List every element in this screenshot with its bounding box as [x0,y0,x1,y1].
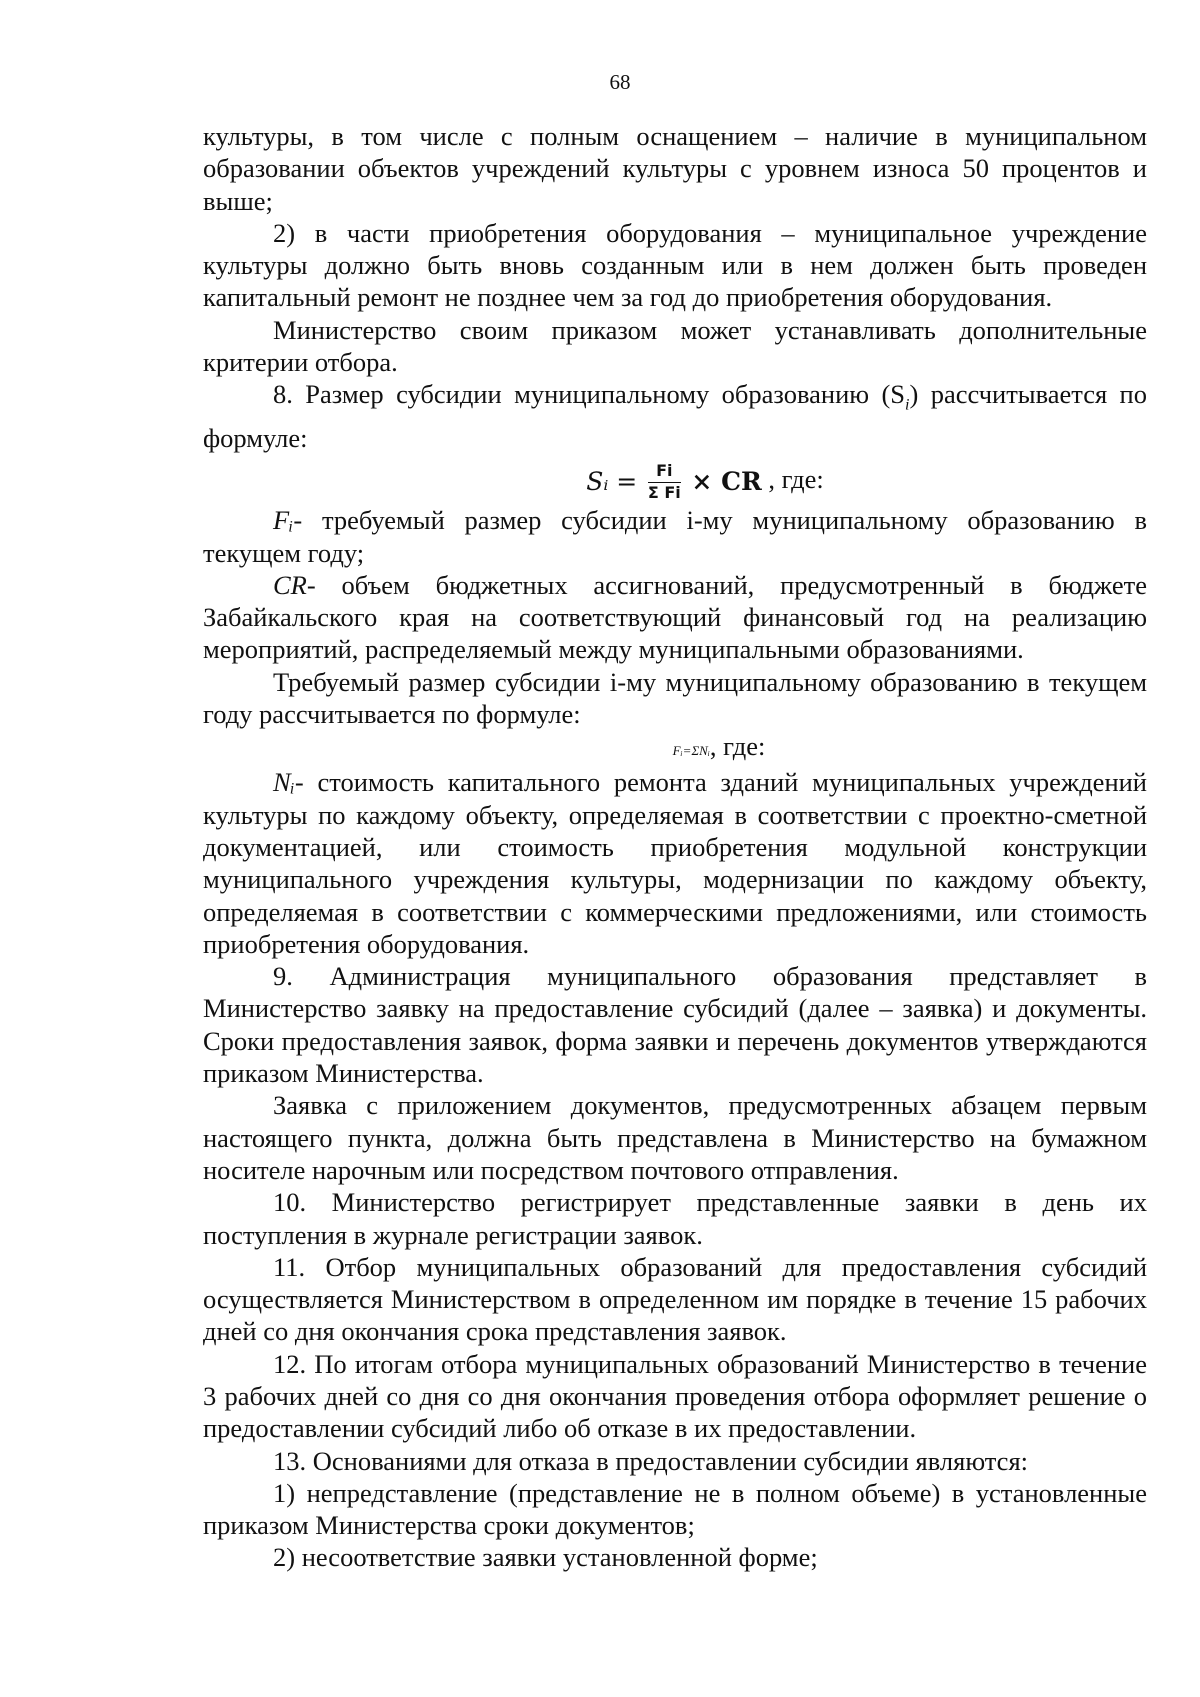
definition-text: - стоимость капитального ремонта зданий муниципальных учреждений культуры по каждому объекту, определяемая в соответствии с проектно-сметной документацией, или стоимость приобретения модульной конструкции муниципального учреждения культуры, модернизации по каждому объекту, определяемая в соответствии с коммерческими предложениями, или стоимость приобретения оборудования. [203,767,1147,959]
formula-tail: , где: [709,731,766,762]
paragraph-subsidy-size [203,378,1147,454]
fraction-numerator: Fi [648,461,681,483]
paragraph: 9. Администрация муниципального образования представляет в Министерство заявку на предоставление субсидий (далее – заявка) и документы. Сроки предоставления заявок, форма заявки и перечень документов утверждаются приказом Министерства. [203,961,1147,1089]
paragraph: 12. По итогам отбора муниципальных образований Министерство в течение 3 рабочих дней со дня со дня окончания проведения отбора оформляет решение о предоставлении субсидий либо об отказе в их предоставлении. [203,1348,1147,1444]
formula-expression: Fᵢ=ΣNᵢ [672,743,710,759]
formula-subsidy [233,454,1177,504]
definition-ni [203,766,1147,960]
fraction-denominator: Σ Fi [647,483,681,503]
symbol-fi: Fᵢ [273,505,294,536]
definition-text: - объем бюджетных ассигнований, предусмотренный в бюджете Забайкальского края на соответствующий финансовый год на реализацию мероприятий, распределяемый между муниципальными образованиями. [203,569,1147,665]
paragraph: Министерство своим приказом может устанавливать дополнительные критерии отбора. [203,314,1147,378]
paragraph: 10. Министерство регистрирует представленные заявки в день их поступления в журнале регистрации заявок. [203,1187,1147,1250]
paragraph: Заявка с приложением документов, предусмотренных абзацем первым настоящего пункта, должна быть представлена в Министерство на бумажном носителе нарочным или посредством почтового отправления. [203,1090,1147,1185]
symbol-cr: CR [273,569,307,600]
formula-fraction [648,461,681,503]
text-segment: 8. Размер субсидии муниципальному образованию (S [273,379,906,410]
subscript: i [905,396,910,414]
text-segment: ) рассчитывается по формуле: [203,379,1147,453]
formula-rhs: × CR [691,467,762,497]
paragraph: 13. Основаниями для отказа в предоставлении субсидии являются: [273,1445,1028,1476]
definition-text: - требуемый размер субсидии i-му муниципальному образованию в текущем году; [203,505,1147,568]
definition-fi [203,504,1147,569]
paragraph: 2) в части приобретения оборудования – муниципальное учреждение культуры должно быть вновь созданным или в нем должен быть проведен капитальный ремонт не позднее чем за год до приобретения оборудования. [203,217,1147,313]
paragraph: 1) непредставление (представление не в полном объеме) в установленные приказом Министерства сроки документов; [203,1477,1147,1541]
page-number: 68 [609,70,631,94]
document-body [203,120,1147,1574]
formula-required-size [247,730,1191,766]
paragraph: 2) несоответствие заявки установленной форме; [273,1542,818,1573]
paragraph: культуры, в том числе с полным оснащением – наличие в муниципальном образовании объектов учреждений культуры с уровнем износа 50 процентов и выше; [203,121,1147,216]
paragraph: Требуемый размер субсидии i-му муниципальному образованию в текущем году рассчитывается по формуле: [203,666,1147,730]
definition-cr [203,569,1147,666]
formula-lhs: Sᵢ = [586,467,638,497]
symbol-ni: Nᵢ [273,767,295,798]
paragraph: 11. Отбор муниципальных образований для предоставления субсидий осуществляется Министерством в определенном им порядке в течение 15 рабочих дней со дня окончания срока представления заявок. [203,1251,1147,1347]
formula-tail: , где: [768,464,824,495]
